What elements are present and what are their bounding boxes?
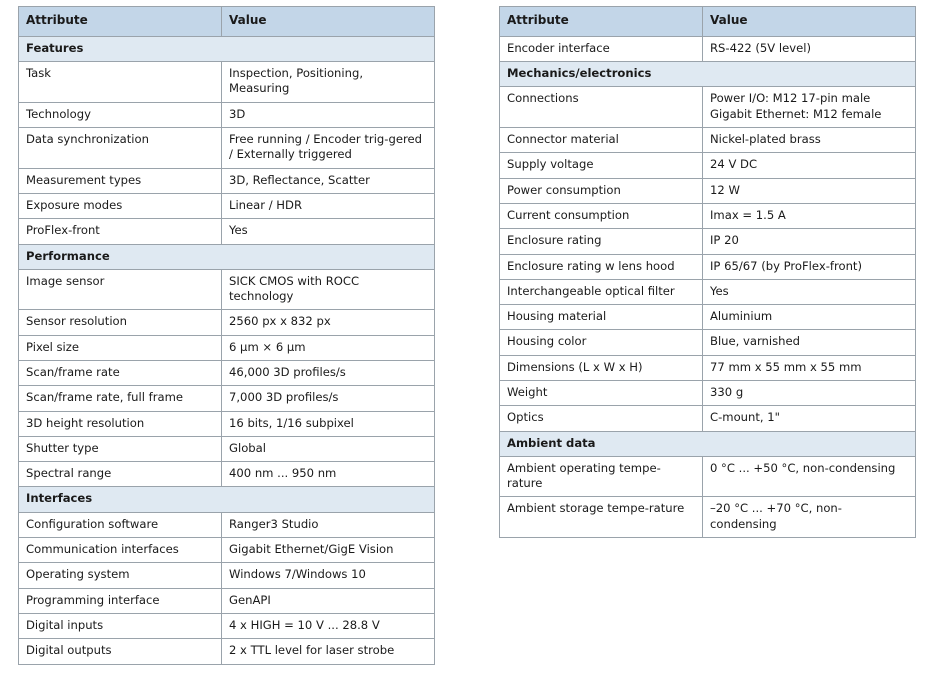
row-value: Imax = 1.5 A	[703, 203, 916, 228]
row-value: 24 V DC	[703, 153, 916, 178]
row-value: 330 g	[703, 380, 916, 405]
table-header-row	[19, 7, 435, 37]
right-column	[499, 6, 915, 538]
row-attribute: Digital outputs	[19, 639, 222, 664]
row-attribute: Pixel size	[19, 335, 222, 360]
table-row	[19, 588, 435, 613]
row-attribute: Connector material	[500, 128, 703, 153]
row-value: 12 W	[703, 178, 916, 203]
row-value: 3D, Reflectance, Scatter	[222, 168, 435, 193]
row-attribute: Supply voltage	[500, 153, 703, 178]
row-attribute: Dimensions (L x W x H)	[500, 355, 703, 380]
section-row	[19, 36, 435, 61]
row-value: Inspection, Positioning, Measuring	[222, 62, 435, 103]
table-row	[500, 406, 916, 431]
table-row	[500, 456, 916, 497]
row-attribute: 3D height resolution	[19, 411, 222, 436]
row-attribute: Spectral range	[19, 462, 222, 487]
table-row	[500, 178, 916, 203]
row-attribute: Ambient storage tempe-rature	[500, 497, 703, 538]
table-header-left	[19, 7, 435, 37]
row-value: 0 °C ... +50 °C, non-condensing	[703, 456, 916, 497]
section-label: Interfaces	[19, 487, 435, 512]
row-attribute: Scan/frame rate, full frame	[19, 386, 222, 411]
row-attribute: Encoder interface	[500, 36, 703, 61]
row-attribute: Power consumption	[500, 178, 703, 203]
row-value: IP 20	[703, 229, 916, 254]
row-value: Windows 7/Windows 10	[222, 563, 435, 588]
row-value: Yes	[703, 279, 916, 304]
row-value: Power I/O: M12 17-pin male Gigabit Ethernet: M12 female	[703, 87, 916, 128]
row-attribute: Current consumption	[500, 203, 703, 228]
section-row	[500, 431, 916, 456]
table-row	[19, 193, 435, 218]
row-attribute: Programming interface	[19, 588, 222, 613]
column-header-value: Value	[703, 7, 916, 37]
table-row	[500, 254, 916, 279]
table-row	[19, 360, 435, 385]
row-attribute: Digital inputs	[19, 613, 222, 638]
row-value: GenAPI	[222, 588, 435, 613]
row-value: Global	[222, 436, 435, 461]
section-row	[19, 244, 435, 269]
section-row	[500, 62, 916, 87]
left-column	[18, 6, 434, 665]
row-value: RS-422 (5V level)	[703, 36, 916, 61]
row-value: 400 nm ... 950 nm	[222, 462, 435, 487]
row-value: Nickel-plated brass	[703, 128, 916, 153]
row-attribute: Exposure modes	[19, 193, 222, 218]
table-row	[19, 639, 435, 664]
table-row	[500, 153, 916, 178]
table-row	[19, 102, 435, 127]
row-attribute: Enclosure rating w lens hood	[500, 254, 703, 279]
table-header-right	[500, 7, 916, 37]
row-attribute: Image sensor	[19, 269, 222, 310]
row-value: SICK CMOS with ROCC technology	[222, 269, 435, 310]
row-value: 2 x TTL level for laser strobe	[222, 639, 435, 664]
section-label: Performance	[19, 244, 435, 269]
table-row	[500, 87, 916, 128]
table-body-right	[500, 36, 916, 537]
row-attribute: ProFlex-front	[19, 219, 222, 244]
section-label: Ambient data	[500, 431, 916, 456]
row-value: 46,000 3D profiles/s	[222, 360, 435, 385]
row-value: 6 µm × 6 µm	[222, 335, 435, 360]
row-value: Aluminium	[703, 305, 916, 330]
table-row	[500, 380, 916, 405]
row-attribute: Measurement types	[19, 168, 222, 193]
row-value: C-mount, 1"	[703, 406, 916, 431]
row-attribute: Communication interfaces	[19, 538, 222, 563]
column-header-attribute: Attribute	[500, 7, 703, 37]
row-value: 2560 px x 832 px	[222, 310, 435, 335]
table-row	[500, 497, 916, 538]
table-row	[19, 335, 435, 360]
table-row	[500, 279, 916, 304]
row-value: Blue, varnished	[703, 330, 916, 355]
row-value: Linear / HDR	[222, 193, 435, 218]
row-attribute: Operating system	[19, 563, 222, 588]
table-row	[500, 128, 916, 153]
section-row	[19, 487, 435, 512]
row-value: 3D	[222, 102, 435, 127]
row-attribute: Ambient operating tempe-rature	[500, 456, 703, 497]
table-row	[19, 436, 435, 461]
row-value: Yes	[222, 219, 435, 244]
table-row	[19, 386, 435, 411]
specification-table-left	[18, 6, 435, 665]
table-body-left	[19, 36, 435, 664]
section-label: Features	[19, 36, 435, 61]
row-attribute: Configuration software	[19, 512, 222, 537]
table-row	[19, 62, 435, 103]
row-value: Free running / Encoder trig-gered / Externally triggered	[222, 128, 435, 169]
row-attribute: Data synchronization	[19, 128, 222, 169]
column-header-attribute: Attribute	[19, 7, 222, 37]
table-row	[19, 219, 435, 244]
specification-table-right	[499, 6, 916, 538]
column-header-value: Value	[222, 7, 435, 37]
table-row	[500, 330, 916, 355]
section-label: Mechanics/electronics	[500, 62, 916, 87]
row-attribute: Housing material	[500, 305, 703, 330]
table-row	[19, 563, 435, 588]
row-value: –20 °C ... +70 °C, non-condensing	[703, 497, 916, 538]
row-attribute: Task	[19, 62, 222, 103]
table-row	[19, 310, 435, 335]
row-value: 4 x HIGH = 10 V ... 28.8 V	[222, 613, 435, 638]
table-row	[19, 411, 435, 436]
row-attribute: Interchangeable optical filter	[500, 279, 703, 304]
row-value: 77 mm x 55 mm x 55 mm	[703, 355, 916, 380]
table-row	[19, 269, 435, 310]
table-row	[500, 203, 916, 228]
table-row	[500, 36, 916, 61]
table-row	[500, 305, 916, 330]
row-attribute: Housing color	[500, 330, 703, 355]
table-row	[19, 462, 435, 487]
row-attribute: Weight	[500, 380, 703, 405]
row-value: Ranger3 Studio	[222, 512, 435, 537]
row-value: IP 65/67 (by ProFlex-front)	[703, 254, 916, 279]
row-attribute: Technology	[19, 102, 222, 127]
table-row	[19, 538, 435, 563]
table-row	[19, 613, 435, 638]
table-row	[19, 512, 435, 537]
table-header-row	[500, 7, 916, 37]
table-row	[500, 355, 916, 380]
row-attribute: Shutter type	[19, 436, 222, 461]
row-attribute: Connections	[500, 87, 703, 128]
table-row	[500, 229, 916, 254]
row-value: Gigabit Ethernet/GigE Vision	[222, 538, 435, 563]
row-attribute: Sensor resolution	[19, 310, 222, 335]
row-attribute: Scan/frame rate	[19, 360, 222, 385]
table-row	[19, 128, 435, 169]
row-attribute: Optics	[500, 406, 703, 431]
table-row	[19, 168, 435, 193]
row-value: 7,000 3D profiles/s	[222, 386, 435, 411]
row-value: 16 bits, 1/16 subpixel	[222, 411, 435, 436]
row-attribute: Enclosure rating	[500, 229, 703, 254]
